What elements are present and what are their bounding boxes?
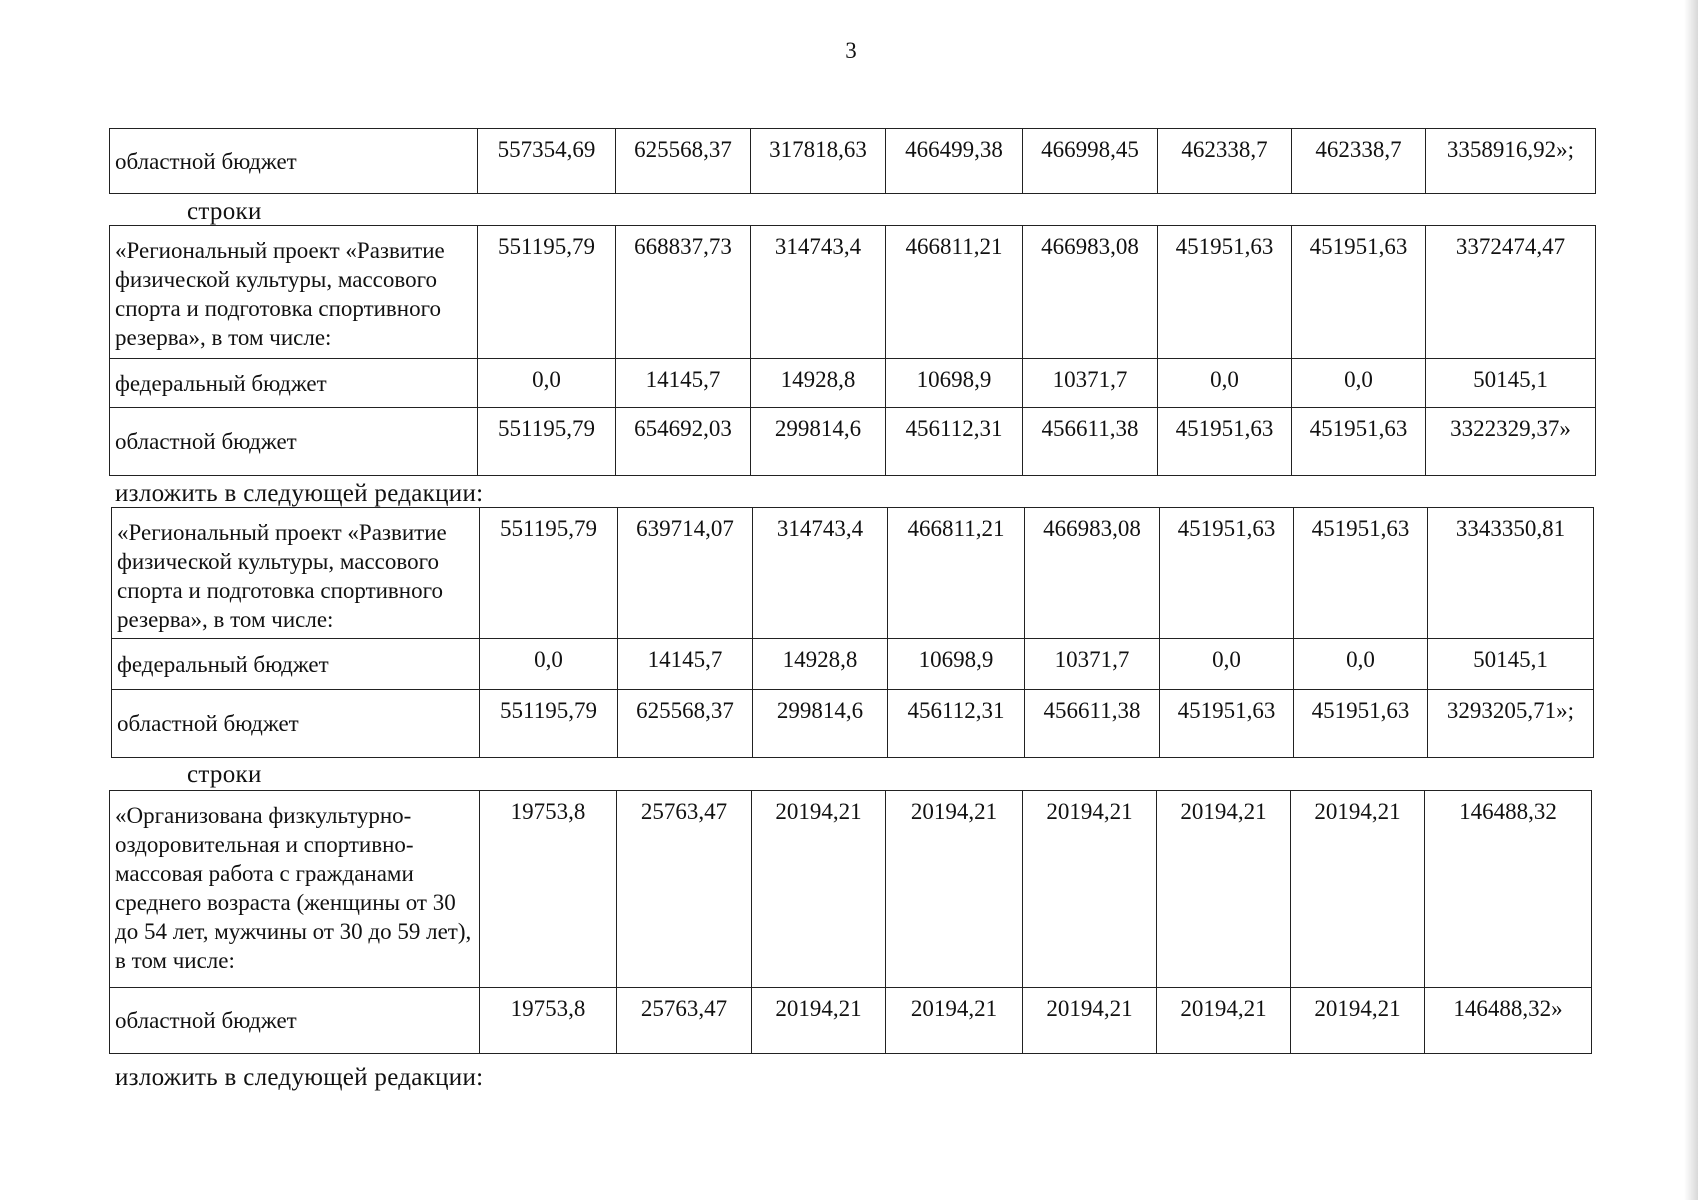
row-name: областной бюджет xyxy=(110,408,478,476)
row-name: «Региональный проект «Развитие физической культуры, массового спорта и подготовка спортивного резерва», в том числе: xyxy=(110,226,478,359)
value-cell: 3343350,81 xyxy=(1428,508,1594,639)
table-row xyxy=(110,408,1596,476)
value-cell: 25763,47 xyxy=(617,791,752,988)
value-cell: 451951,63 xyxy=(1158,408,1292,476)
value-cell: 10698,9 xyxy=(888,639,1025,690)
value-cell: 10371,7 xyxy=(1025,639,1160,690)
value-cell: 19753,8 xyxy=(480,988,617,1054)
value-cell: 14928,8 xyxy=(753,639,888,690)
value-cell: 451951,63 xyxy=(1160,508,1294,639)
row-name: федеральный бюджет xyxy=(110,359,478,408)
table-row xyxy=(112,508,1594,639)
value-cell: 20194,21 xyxy=(752,988,886,1054)
value-cell: 14145,7 xyxy=(618,639,753,690)
value-cell: 317818,63 xyxy=(751,129,886,194)
value-cell: 3293205,71»; xyxy=(1428,690,1594,758)
value-cell: 146488,32» xyxy=(1425,988,1592,1054)
value-cell: 0,0 xyxy=(1160,639,1294,690)
value-cell: 625568,37 xyxy=(618,690,753,758)
value-cell: 3358916,92»; xyxy=(1426,129,1596,194)
value-cell: 451951,63 xyxy=(1292,226,1426,359)
value-cell: 299814,6 xyxy=(751,408,886,476)
value-cell: 466983,08 xyxy=(1023,226,1158,359)
value-cell: 466983,08 xyxy=(1025,508,1160,639)
value-cell: 20194,21 xyxy=(886,791,1023,988)
value-cell: 0,0 xyxy=(1294,639,1428,690)
value-cell: 462338,7 xyxy=(1292,129,1426,194)
value-cell: 0,0 xyxy=(1292,359,1426,408)
value-cell: 451951,63 xyxy=(1294,508,1428,639)
value-cell: 466811,21 xyxy=(886,226,1023,359)
row-name: областной бюджет xyxy=(110,129,478,194)
value-cell: 50145,1 xyxy=(1428,639,1594,690)
value-cell: 551195,79 xyxy=(480,690,618,758)
label-izlozhit: изложить в следующей редакции: xyxy=(115,1064,484,1091)
value-cell: 20194,21 xyxy=(1023,988,1157,1054)
value-cell: 20194,21 xyxy=(1291,988,1425,1054)
value-cell: 25763,47 xyxy=(617,988,752,1054)
value-cell: 314743,4 xyxy=(753,508,888,639)
table-row xyxy=(112,690,1594,758)
value-cell: 20194,21 xyxy=(1023,791,1157,988)
value-cell: 20194,21 xyxy=(752,791,886,988)
value-cell: 451951,63 xyxy=(1294,690,1428,758)
label-izlozhit: изложить в следующей редакции: xyxy=(115,480,484,507)
row-name: «Региональный проект «Развитие физической культуры, массового спорта и подготовка спортивного резерва», в том числе: xyxy=(112,508,480,639)
value-cell: 456611,38 xyxy=(1023,408,1158,476)
row-name: областной бюджет xyxy=(110,988,480,1054)
value-cell: 639714,07 xyxy=(618,508,753,639)
table-row xyxy=(110,791,1592,988)
value-cell: 20194,21 xyxy=(886,988,1023,1054)
value-cell: 3322329,37» xyxy=(1426,408,1596,476)
budget-table-4 xyxy=(109,790,1592,1054)
value-cell: 20194,21 xyxy=(1157,988,1291,1054)
page-number: 3 xyxy=(845,38,857,63)
value-cell: 14928,8 xyxy=(751,359,886,408)
row-name: федеральный бюджет xyxy=(112,639,480,690)
table-row xyxy=(110,226,1596,359)
value-cell: 146488,32 xyxy=(1425,791,1592,988)
value-cell: 10371,7 xyxy=(1023,359,1158,408)
value-cell: 462338,7 xyxy=(1158,129,1292,194)
value-cell: 551195,79 xyxy=(478,408,616,476)
value-cell: 551195,79 xyxy=(478,226,616,359)
table-row xyxy=(110,359,1596,408)
value-cell: 299814,6 xyxy=(753,690,888,758)
value-cell: 50145,1 xyxy=(1426,359,1596,408)
scan-edge xyxy=(1684,0,1698,1200)
row-name: «Организована физкультурно-оздоровительная и спортивно-массовая работа с гражданами среднего возраста (женщины от 30 до 54 лет, мужчины от 30 до 59 лет), в том числе: xyxy=(110,791,480,988)
value-cell: 10698,9 xyxy=(886,359,1023,408)
budget-table-2 xyxy=(109,225,1596,476)
value-cell: 456112,31 xyxy=(886,408,1023,476)
value-cell: 466499,38 xyxy=(886,129,1023,194)
value-cell: 20194,21 xyxy=(1157,791,1291,988)
row-name: областной бюджет xyxy=(112,690,480,758)
value-cell: 20194,21 xyxy=(1291,791,1425,988)
budget-table-1 xyxy=(109,128,1596,194)
value-cell: 14145,7 xyxy=(616,359,751,408)
value-cell: 456112,31 xyxy=(888,690,1025,758)
value-cell: 451951,63 xyxy=(1160,690,1294,758)
value-cell: 0,0 xyxy=(1158,359,1292,408)
label-stroki: строки xyxy=(187,761,262,788)
value-cell: 466811,21 xyxy=(888,508,1025,639)
value-cell: 451951,63 xyxy=(1158,226,1292,359)
label-stroki: строки xyxy=(187,198,262,225)
value-cell: 451951,63 xyxy=(1292,408,1426,476)
value-cell: 19753,8 xyxy=(480,791,617,988)
value-cell: 551195,79 xyxy=(480,508,618,639)
value-cell: 0,0 xyxy=(480,639,618,690)
value-cell: 314743,4 xyxy=(751,226,886,359)
value-cell: 625568,37 xyxy=(616,129,751,194)
table-row xyxy=(110,129,1596,194)
table-row xyxy=(112,639,1594,690)
value-cell: 0,0 xyxy=(478,359,616,408)
value-cell: 654692,03 xyxy=(616,408,751,476)
table-row xyxy=(110,988,1592,1054)
value-cell: 557354,69 xyxy=(478,129,616,194)
value-cell: 456611,38 xyxy=(1025,690,1160,758)
budget-table-3 xyxy=(111,507,1594,758)
value-cell: 668837,73 xyxy=(616,226,751,359)
value-cell: 466998,45 xyxy=(1023,129,1158,194)
value-cell: 3372474,47 xyxy=(1426,226,1596,359)
